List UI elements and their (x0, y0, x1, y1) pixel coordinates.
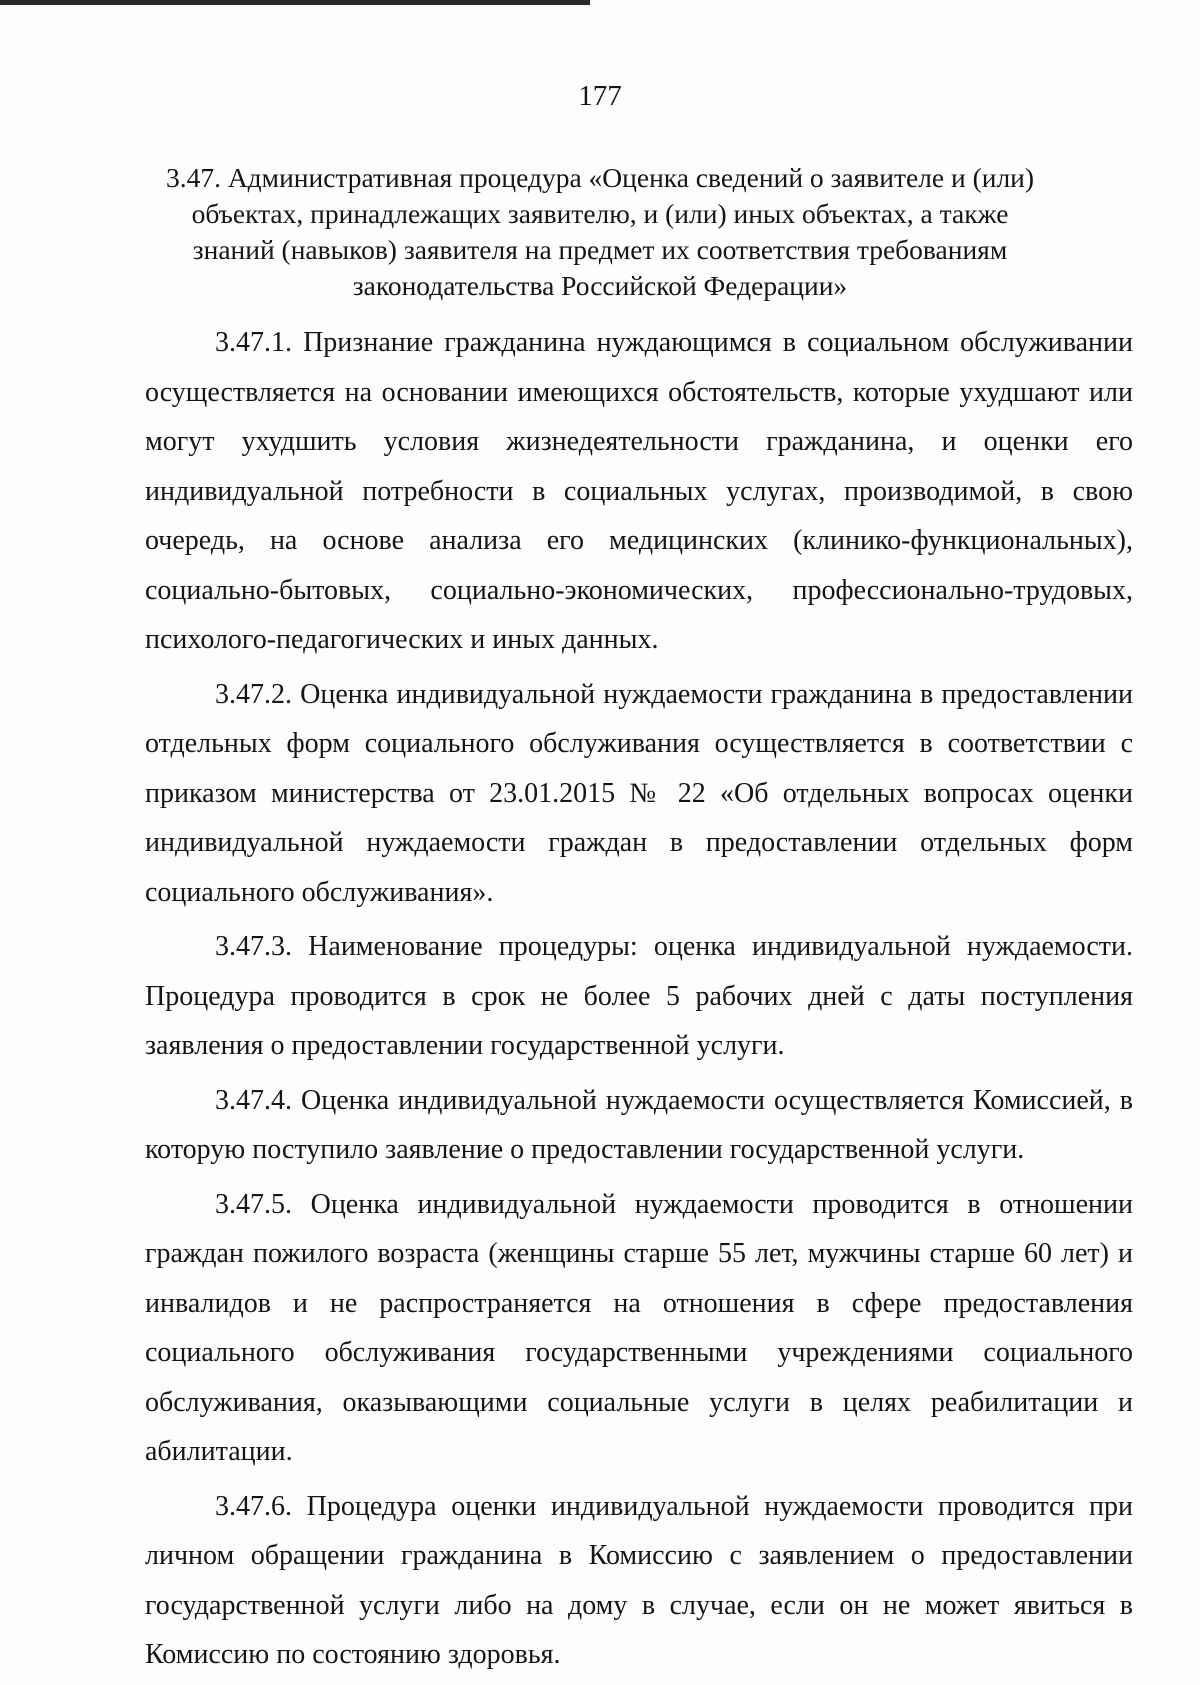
paragraph-3-47-4: 3.47.4. Оценка индивидуальной нуждаемости осуществляется Комиссией, в которую поступило заявление о предоставлении государственной услуги. (145, 1084, 1133, 1165)
paragraph-3-47-6: 3.47.6. Процедура оценки индивидуальной нуждаемости проводится при личном обращении гражданина в Комиссию с заявлением о предоставлении государственной услуги либо на дому в случае, если он не может явиться в Комиссию по состоянию здоровья. (145, 1490, 1133, 1670)
paragraph-3-47-1: 3.47.1. Признание гражданина нуждающимся в социальном обслуживании осуществляется на основании имеющихся обстоятельств, которые ухудшают или могут ухудшить условия жизнедеятельности гражданина, и оценки его индивидуальной потребности в социальных услугах, производимой, в свою очередь, на основе анализа его медицинских (клинико-функциональных), социально-бытовых, социально-экономических, профессионально-трудовых, психолого-педагогических и иных данных. (145, 327, 1133, 655)
document-body (145, 318, 1133, 1685)
paragraph-3-47-2: 3.47.2. Оценка индивидуальной нуждаемости гражданина в предоставлении отдельных форм социального обслуживания осуществляется в соответствии с приказом министерства от 23.01.2015 № 22 «Об отдельных вопросах оценки индивидуальной нуждаемости граждан в предоставлении отдельных форм социального обслуживания». (145, 678, 1133, 908)
page-number: 177 (578, 80, 622, 112)
scan-edge-bar (0, 0, 590, 5)
paragraph-3-47-3: 3.47.3. Наименование процедуры: оценка индивидуальной нуждаемости. Процедура проводится в срок не более 5 рабочих дней с даты поступления заявления о предоставлении государственной услуги. (145, 931, 1133, 1061)
paragraph-3-47-5: 3.47.5. Оценка индивидуальной нуждаемости проводится в отношении граждан пожилого возраста (женщины старше 55 лет, мужчины старше 60 лет) и инвалидов и не распространяется на отношения в сфере предоставления социального обслуживания государственными учреждениями социального обслуживания, оказывающими социальные услуги в целях реабилитации и абилитации. (145, 1188, 1133, 1467)
section-heading: 3.47. Административная процедура «Оценка сведений о заявителе и (или) объектах, принадлежащих заявителю, и (или) иных объектах, а также знаний (навыков) заявителя на предмет их соответствия требованиям законодательства Российской Федерации» (165, 162, 1035, 301)
